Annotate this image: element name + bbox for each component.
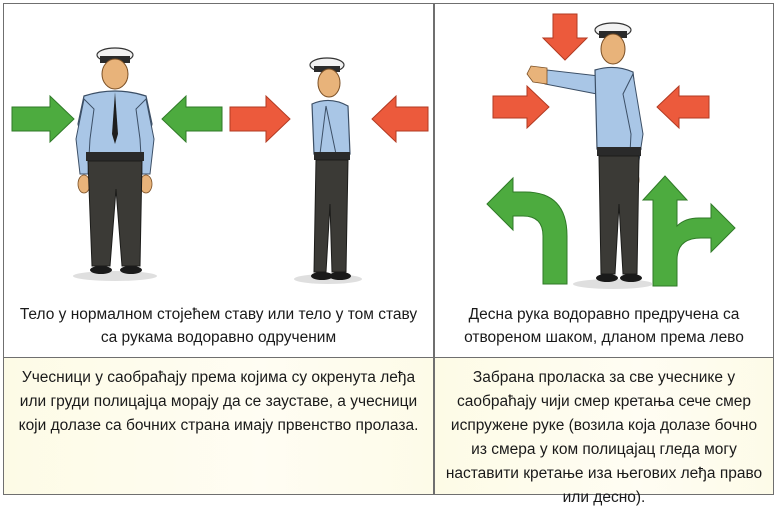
illustration-normal-stance (4, 4, 433, 294)
description-normal-stance (4, 358, 433, 494)
green-arrow-left-icon (162, 96, 222, 142)
red-arrow-left-icon (372, 96, 428, 142)
officer-front-figure (73, 48, 157, 281)
illustration-arm-extended-svg (435, 4, 773, 294)
red-arrow-left-icon (657, 86, 709, 128)
green-arrow-turn-left-icon (487, 178, 567, 284)
illustration-normal-stance-svg (4, 4, 433, 294)
description-arm-extended-text: Забрана проласка за све учеснике у саобраћају чији смер кретања сече смер испружене руке (возила која долазе бочно из смера у ком полицајац гледа могу наставити кретање иза његових леђа право или десно). (445, 369, 763, 506)
caption-normal-stance (4, 296, 433, 356)
description-arm-extended (435, 358, 773, 506)
caption-arm-extended (435, 296, 773, 356)
caption-arm-extended-text: Десна рука водоравно предручена са отвореном шаком, дланом према лево (464, 306, 744, 346)
green-arrow-right-icon (12, 96, 74, 142)
red-arrow-down-icon (543, 14, 587, 60)
description-normal-stance-text: Учесници у саобраћају према којима су окренута леђа или груди полицајца морају да се зауставе, а учесници који долазе са бочних страна имају првенство пролаза. (18, 369, 419, 434)
caption-normal-stance-text: Тело у нормалном стојећем ставу или тело у том ставу са рукама водоравно одрученим (19, 306, 418, 346)
red-arrow-right-icon (230, 96, 290, 142)
illustration-arm-extended (435, 4, 773, 294)
green-arrow-straight-right-icon (643, 176, 735, 286)
officer-side-figure (294, 58, 362, 284)
red-arrow-right-icon (493, 86, 549, 128)
